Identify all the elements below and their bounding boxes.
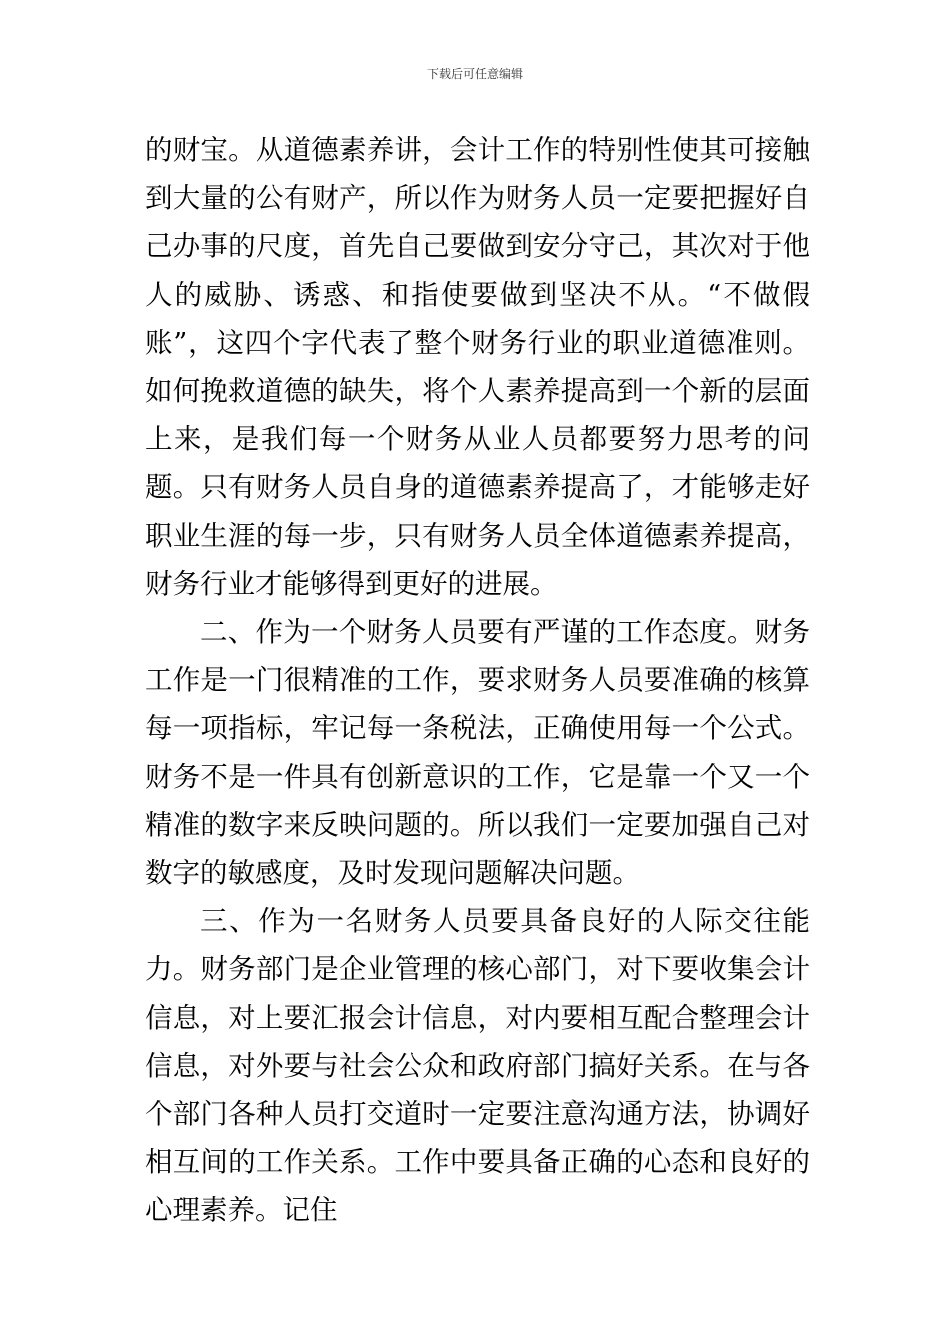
paragraph-continuation: 的财宝。从道德素养讲，会计工作的特别性使其可接触到大量的公有财产，所以作为财务人员一定要把握好自己办事的尺度，首先自己要做到安分守己，其次对于他人的威胁、诱惑、和指使要做到坚决不从。“不做假账”，这四个字代表了整个财务行业的职业道德准则。如何挽救道德的缺失，将个人素养提高到一个新的层面上来，是我们每一个财务从业人员都要努力思考的问题。只有财务人员自身的道德素养提高了，才能够走好职业生涯的每一步，只有财务人员全体道德素养提高，财务行业才能够得到更好的进展。 — [145, 134, 810, 600]
page-header-note: 下载后可任意编辑 — [426, 67, 523, 81]
paragraph-section-three: 三、作为一名财务人员要具备良好的人际交往能力。财务部门是企业管理的核心部门，对下要收集会计信息，对上要汇报会计信息，对内要相互配合整理会计信息，对外要与社会公众和政府部门搞好关系。在与各个部门各种人员打交道时一定要注意沟通方法，协调好相互间的工作关系。工作中要具备正确的心态和良好的心理素养。记住 — [145, 905, 810, 1227]
document-body — [145, 126, 810, 1235]
paragraph-section-two: 二、作为一个财务人员要有严谨的工作态度。财务工作是一门很精准的工作，要求财务人员要准确的核算每一项指标，牢记每一条税法，正确使用每一个公式。财务不是一件具有创新意识的工作，它是靠一个又一个精准的数字来反映问题的。所以我们一定要加强自己对数字的敏感度，及时发现问题解决问题。 — [145, 616, 810, 890]
